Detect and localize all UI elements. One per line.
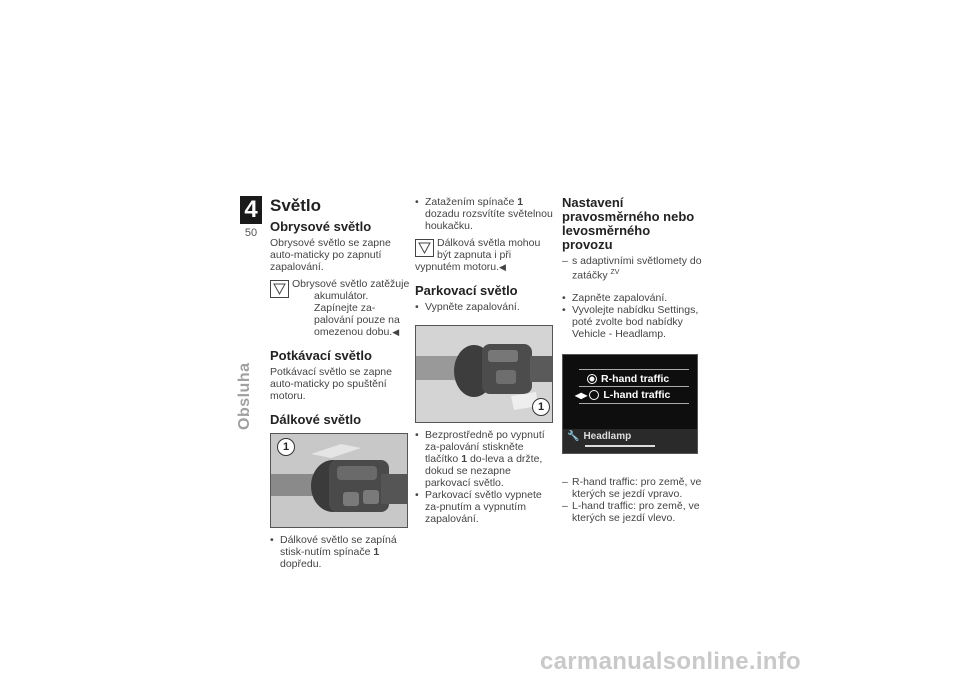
dash-l-hand: – L-hand traffic: pro země, ve kterých se jezdí vlevo. bbox=[562, 500, 702, 524]
warning-icon bbox=[415, 239, 434, 257]
page-title: Světlo bbox=[270, 196, 322, 215]
chapter-number: 4 bbox=[240, 196, 262, 224]
column-3 bbox=[562, 196, 702, 524]
page-number: 50 bbox=[244, 227, 258, 239]
dash-r-hand: – R-hand traffic: pro země, ve kterých se jezdí vpravo. bbox=[562, 476, 702, 500]
note-high-beam: Dálková světla mohou být zapnuta i při vypnutém motoru.◀ bbox=[415, 237, 541, 273]
heading-traffic: Nastavení pravosměrného nebo levosměrného provozu bbox=[562, 195, 695, 252]
callout-1: 1 bbox=[532, 398, 550, 416]
headlamp-footer: 🔧 Headlamp bbox=[567, 430, 632, 442]
figure-high-beam-switch bbox=[270, 433, 408, 528]
bullet-high-beam: • Dálkové světlo se zapíná stisk-nutím spínače 1 dopředu. bbox=[270, 534, 410, 570]
column-2 bbox=[415, 196, 555, 525]
figure-parking-switch bbox=[415, 325, 553, 423]
text-potkavaci: Potkávací světlo se zapne auto-maticky po spuštění motoru. bbox=[270, 366, 392, 402]
bullet-parking-off: • Parkovací světlo vypnete za-pnutím a vypnutím zapalování. bbox=[415, 489, 555, 525]
heading-parkovaci: Parkovací světlo bbox=[415, 283, 518, 298]
heading-potkavaci: Potkávací světlo bbox=[270, 348, 372, 363]
bullet-flash: • Zatažením spínače 1 dozadu rozsvítíte světelnou houkačku. bbox=[415, 196, 555, 232]
section-label: Obsluha bbox=[236, 362, 253, 430]
watermark: carmanualsonline.info bbox=[540, 648, 802, 675]
warning-icon bbox=[270, 280, 289, 298]
bullet-settings: • Vyvolejte nabídku Settings, poté zvolte bod nabídky Vehicle - Headlamp. bbox=[562, 304, 702, 340]
heading-dalkove: Dálkové světlo bbox=[270, 412, 362, 427]
bullet-press-button: • Bezprostředně po vypnutí za-palování stiskněte tlačítko 1 do-leva a držte, dokud se nezapne parkovací světlo. bbox=[415, 429, 555, 489]
radio-empty-icon bbox=[589, 390, 599, 400]
note-obrysove: Obrysové světlo zatěžuje akumulátor. Zapínejte za-palování pouze na omezenou dobu.◀ bbox=[270, 278, 410, 338]
wrench-icon: 🔧 bbox=[567, 430, 580, 442]
bullet-ignition-on: • Zapněte zapalování. bbox=[562, 292, 702, 304]
heading-obrysove: Obrysové světlo bbox=[270, 219, 372, 234]
option-r-hand: R-hand traffic bbox=[587, 373, 687, 385]
option-l-hand: ◀▶ L-hand traffic bbox=[575, 388, 671, 401]
callout-1: 1 bbox=[277, 438, 295, 456]
figure-headlamp-menu bbox=[562, 354, 698, 454]
bullet-ignition-off: • Vypněte zapalování. bbox=[415, 301, 555, 313]
text-obrysove: Obrysové světlo se zapne auto-maticky po zapnutí zapalování. bbox=[270, 237, 391, 273]
dash-adaptive: – s adaptivními světlomety do zatáčky $^{ZV}$ bbox=[562, 255, 702, 282]
radio-selected-icon bbox=[587, 374, 597, 384]
column-1 bbox=[270, 196, 410, 570]
